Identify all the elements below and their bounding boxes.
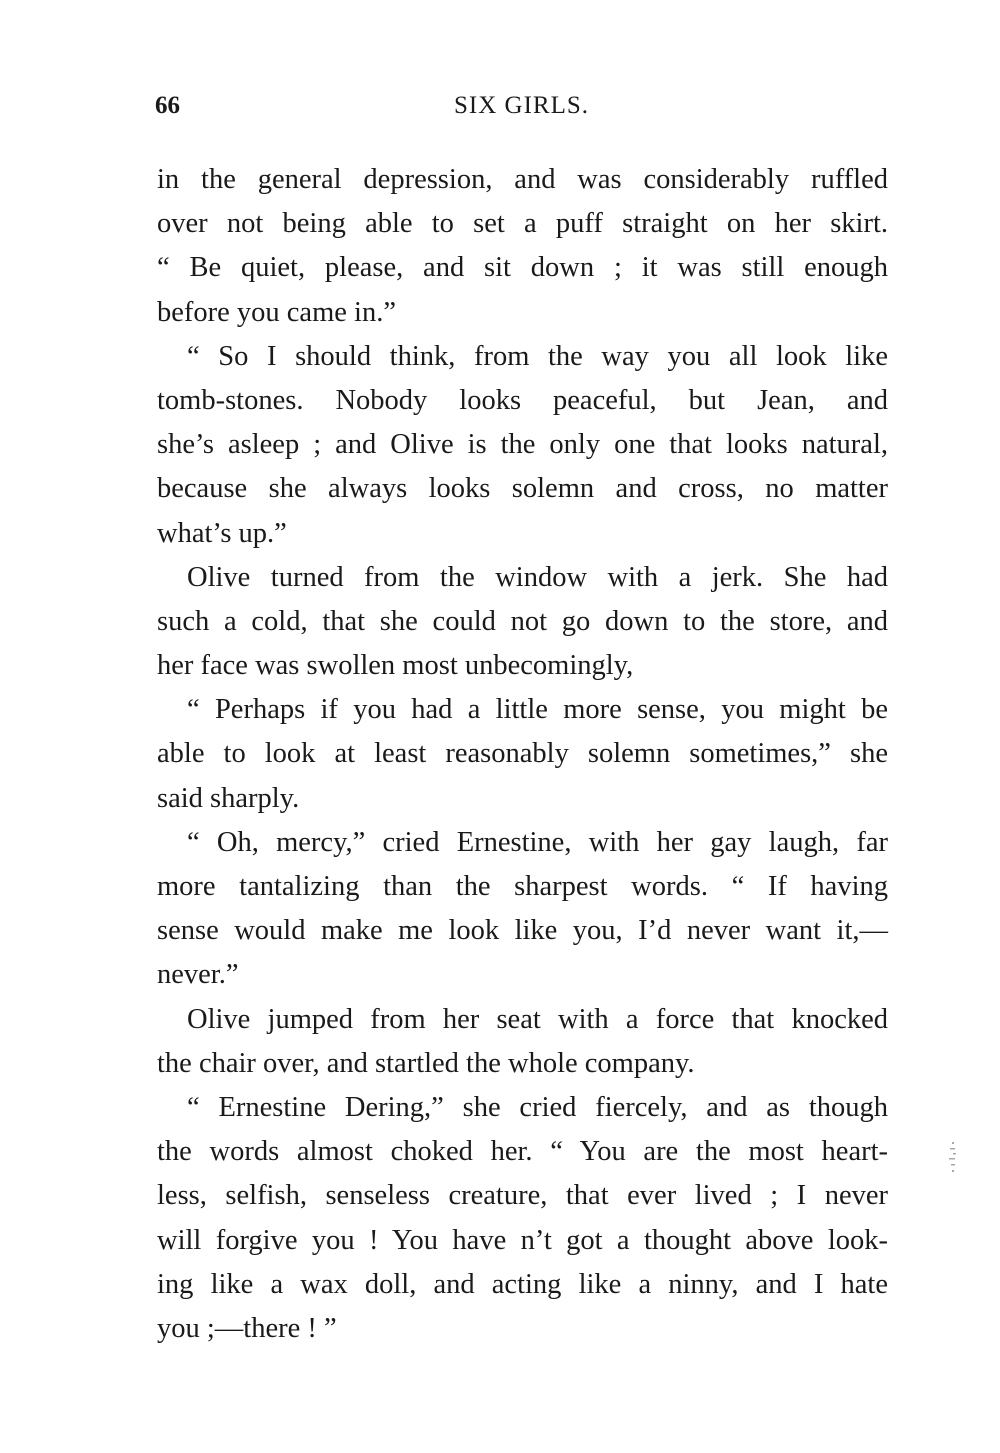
- text-line: she’s asleep ; and Olive is the only one that looks natural,: [157, 429, 888, 461]
- text-line: “ Be quiet, please, and sit down ; it was still enough: [157, 252, 888, 284]
- text-line: less, selfish, senseless creature, that ever lived ; I never: [157, 1180, 888, 1212]
- text-line: the chair over, and startled the whole company.: [157, 1047, 695, 1079]
- page-number: 66: [155, 92, 180, 119]
- text-line: the words almost choked her. “ You are the most heart-: [157, 1136, 888, 1168]
- text-line: what’s up.”: [157, 517, 287, 549]
- body-text: [157, 158, 888, 1351]
- text-line: “ Ernestine Dering,” she cried fiercely, and as though: [187, 1091, 888, 1123]
- text-line: her face was swollen most unbecomingly,: [157, 650, 634, 682]
- text-line: Olive turned from the window with a jerk. She had: [187, 561, 888, 593]
- text-line: said sharply.: [157, 782, 300, 814]
- text-line: sense would make me look like you, I’d never want it,—: [157, 915, 888, 947]
- running-title: SIX GIRLS.: [453, 92, 589, 119]
- text-line: more tantalizing than the sharpest words. “ If having: [157, 871, 888, 902]
- text-line: in the general depression, and was considerably ruffled: [157, 164, 888, 195]
- text-line: “ So I should think, from the way you all look like: [187, 340, 888, 372]
- text-line: such a cold, that she could not go down to the store, and: [157, 605, 888, 637]
- text-line: you ;—there ! ”: [157, 1312, 337, 1344]
- text-line: “ Perhaps if you had a little more sense, you might be: [187, 694, 888, 726]
- text-line: before you came in.”: [157, 296, 396, 328]
- ink-speck-icon: [946, 1140, 960, 1180]
- running-head: [155, 92, 888, 126]
- text-line: never.”: [157, 959, 239, 991]
- text-line: because she always looks solemn and cross, no matter: [157, 473, 888, 505]
- text-line: tomb-stones. Nobody looks peaceful, but Jean, and: [157, 384, 888, 416]
- text-line: ing like a wax doll, and acting like a ninny, and I hate: [157, 1268, 888, 1300]
- text-line: over not being able to set a puff straight on her skirt.: [157, 208, 888, 240]
- margin-ink-mark: [946, 1140, 960, 1180]
- text-line: “ Oh, mercy,” cried Ernestine, with her gay laugh, far: [187, 826, 888, 858]
- text-line: able to look at least reasonably solemn sometimes,” she: [157, 738, 888, 770]
- text-line: Olive jumped from her seat with a force that knocked: [187, 1003, 888, 1035]
- text-line: will forgive you ! You have n’t got a thought above look-: [157, 1224, 888, 1256]
